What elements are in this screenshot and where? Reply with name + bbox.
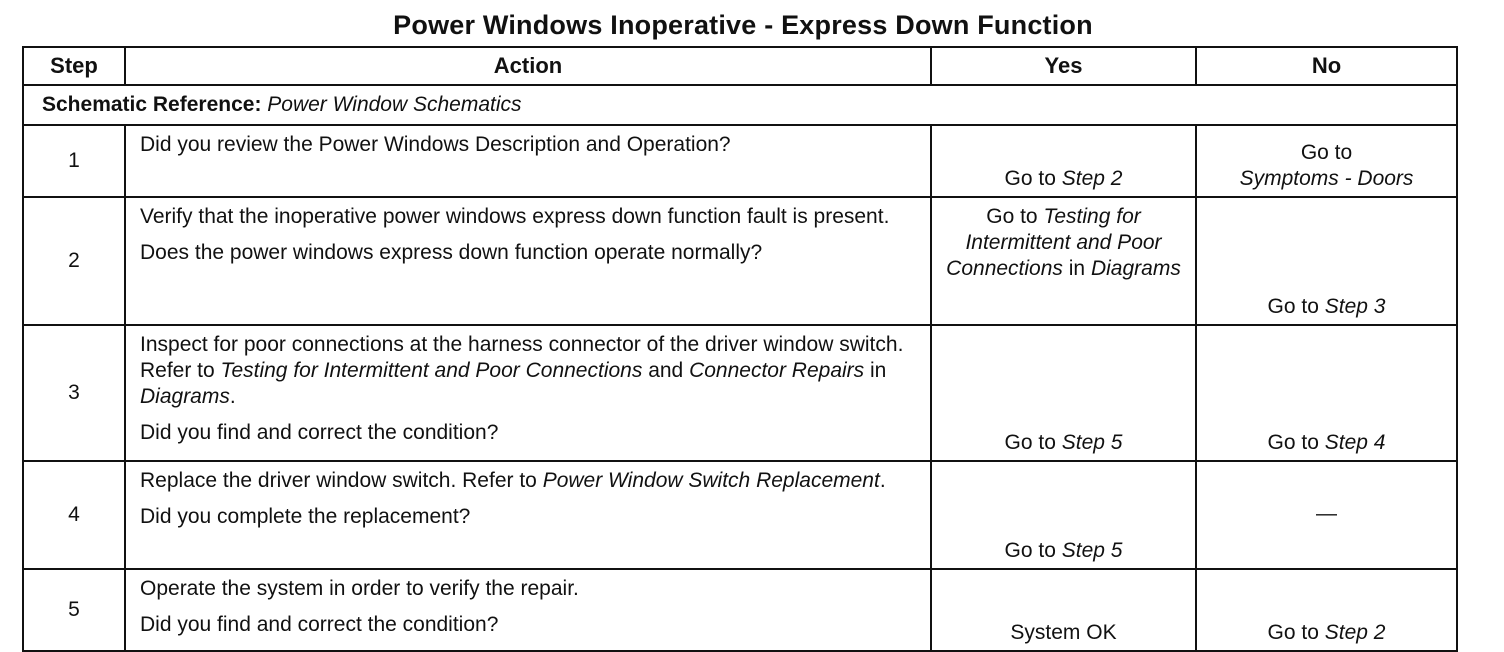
yes-ref: Step 5 bbox=[1061, 539, 1123, 562]
step-number: 4 bbox=[23, 461, 125, 569]
no-prefix: Go to bbox=[1300, 141, 1353, 164]
schematic-reference bbox=[23, 85, 1457, 125]
action-ref: Power Window Switch Replacement bbox=[542, 469, 880, 492]
yes-prefix: Go to bbox=[1004, 167, 1056, 190]
no-ref: Symptoms - Doors bbox=[1239, 167, 1414, 190]
action-cell bbox=[125, 125, 931, 197]
yes-ref: Step 5 bbox=[1061, 431, 1123, 454]
action-text-part: Replace the driver window switch. Refer to bbox=[140, 469, 537, 492]
yes-ref: Testing for Intermittent and Poor Connections bbox=[946, 205, 1162, 280]
no-prefix: Go to bbox=[1267, 621, 1319, 644]
yes-prefix: Go to bbox=[1004, 539, 1056, 562]
yes-text: System OK bbox=[1010, 621, 1117, 644]
action-cell bbox=[125, 197, 931, 325]
step-number: 2 bbox=[23, 197, 125, 325]
step-number: 3 bbox=[23, 325, 125, 461]
action-text-part: . bbox=[879, 469, 886, 492]
header-action: Action bbox=[125, 47, 931, 85]
schematic-reference-label: Schematic Reference: bbox=[42, 93, 262, 116]
schematic-reference-row bbox=[23, 85, 1457, 125]
action-question: Did you find and correct the condition? bbox=[140, 421, 499, 444]
header-row bbox=[23, 47, 1457, 85]
header-step: Step bbox=[23, 47, 125, 85]
no-ref: Step 2 bbox=[1324, 621, 1386, 644]
action-text: Operate the system in order to verify the repair. bbox=[140, 577, 579, 600]
yes-prefix: Go to bbox=[986, 205, 1038, 228]
table-row bbox=[23, 461, 1457, 569]
no-prefix: Go to bbox=[1267, 431, 1319, 454]
yes-cell bbox=[931, 569, 1196, 651]
action-cell bbox=[125, 569, 931, 651]
action-question: Does the power windows express down function operate normally? bbox=[140, 241, 763, 264]
page-title: Power Windows Inoperative - Express Down Function bbox=[393, 10, 1093, 40]
action-ref: Testing for Intermittent and Poor Connections bbox=[220, 359, 643, 382]
no-prefix: Go to bbox=[1267, 295, 1319, 318]
action-text-part: Inspect for poor connections at the harness connector of the driver window switch. Refer to bbox=[140, 333, 904, 382]
table-row bbox=[23, 197, 1457, 325]
table-row bbox=[23, 569, 1457, 651]
yes-prefix: Go to bbox=[1004, 431, 1056, 454]
no-cell bbox=[1196, 461, 1457, 569]
diagnostic-table bbox=[22, 46, 1458, 652]
header-yes: Yes bbox=[931, 47, 1196, 85]
step-number: 1 bbox=[23, 125, 125, 197]
no-cell bbox=[1196, 325, 1457, 461]
action-cell bbox=[125, 325, 931, 461]
action-question: Did you find and correct the condition? bbox=[140, 613, 499, 636]
action-text-part: and bbox=[648, 359, 684, 382]
action-text bbox=[140, 468, 916, 494]
yes-cell bbox=[931, 461, 1196, 569]
step-number: 5 bbox=[23, 569, 125, 651]
no-cell bbox=[1196, 197, 1457, 325]
action-text: Did you review the Power Windows Description and Operation? bbox=[140, 133, 731, 156]
yes-ref: Step 2 bbox=[1061, 167, 1123, 190]
no-dash: — bbox=[1316, 502, 1337, 525]
table-row bbox=[23, 125, 1457, 197]
no-ref: Step 4 bbox=[1324, 431, 1386, 454]
yes-cell bbox=[931, 325, 1196, 461]
header-no: No bbox=[1196, 47, 1457, 85]
yes-cell bbox=[931, 197, 1196, 325]
action-text-part: in bbox=[870, 359, 887, 382]
no-cell bbox=[1196, 569, 1457, 651]
action-question: Did you complete the replacement? bbox=[140, 505, 471, 528]
yes-mid: in bbox=[1068, 257, 1086, 280]
yes-cell bbox=[931, 125, 1196, 197]
schematic-reference-value: Power Window Schematics bbox=[267, 93, 522, 116]
no-ref: Step 3 bbox=[1324, 295, 1386, 318]
no-cell bbox=[1196, 125, 1457, 197]
action-cell bbox=[125, 461, 931, 569]
action-ref: Connector Repairs bbox=[689, 359, 865, 382]
table-row bbox=[23, 325, 1457, 461]
action-ref: Diagrams bbox=[140, 385, 230, 408]
yes-ref2: Diagrams bbox=[1090, 257, 1181, 280]
action-text bbox=[140, 332, 916, 410]
action-text-part: . bbox=[229, 385, 236, 408]
action-text: Verify that the inoperative power windows express down function fault is present. bbox=[140, 205, 890, 228]
